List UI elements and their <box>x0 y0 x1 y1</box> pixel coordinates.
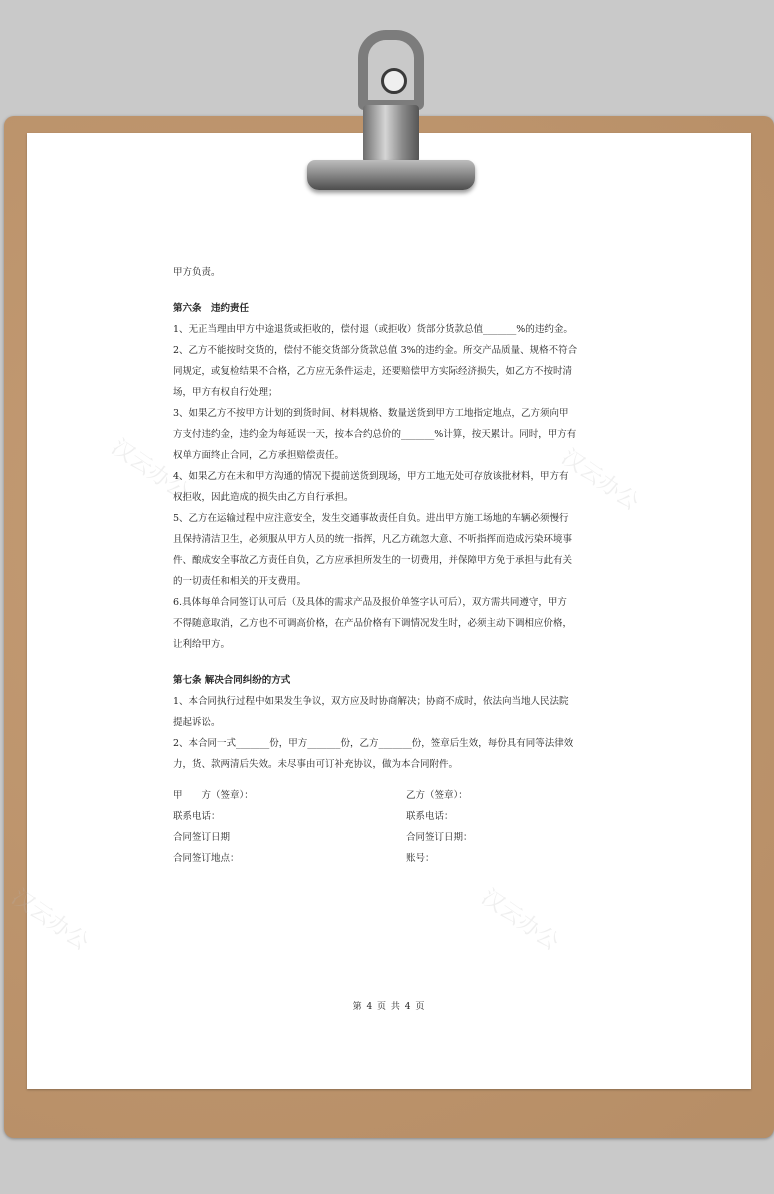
party-a-phone: 联系电话： <box>173 811 221 822</box>
party-b-account: 账号： <box>406 853 435 864</box>
article6-line: 让利给甲方。 <box>173 639 231 650</box>
signature-block <box>173 785 613 869</box>
clip-body <box>363 105 419 163</box>
article6-line: 3、如果乙方不按甲方计划的到货时间、材料规格、数量送货到甲方工地指定地点，乙方须向甲 <box>173 408 569 419</box>
article7-line: 1、本合同执行过程中如果发生争议，双方应及时协商解决；协商不成时，依法向当地人民法院 <box>173 696 569 707</box>
article7-line: 力，货、款两清后失效。未尽事由可订补充协议，做为本合同附件。 <box>173 759 459 770</box>
party-a-place: 合同签订地点： <box>173 853 240 864</box>
article6-line: 6.具体每单合同签订认可后（及具体的需求产品及报价单签字认可后），双方需共同遵守，甲方 <box>173 597 567 608</box>
intro-line: 甲方负责。 <box>173 267 221 278</box>
article6-line: 4、如果乙方在未和甲方沟通的情况下提前送货到现场，甲方工地无处可存放该批材料，甲方有 <box>173 471 569 482</box>
party-b-date: 合同签订日期： <box>406 832 473 843</box>
party-b-phone: 联系电话： <box>406 811 454 822</box>
clip-base <box>307 160 475 190</box>
article7-heading: 第七条 解决合同纠纷的方式 <box>173 675 291 686</box>
page-number: 第 4 页 共 4 页 <box>352 1002 426 1012</box>
article6-line: 权单方面终止合同，乙方承担赔偿责任。 <box>173 450 345 461</box>
watermark: 汉云办公 <box>556 444 644 516</box>
party-b-seal: 乙方（签章）： <box>406 790 468 801</box>
clip-hole <box>381 68 407 94</box>
contract-body <box>173 262 613 775</box>
watermark: 汉云办公 <box>106 434 194 506</box>
article6-heading: 第六条 违约责任 <box>173 303 250 314</box>
article6-line: 的一切责任和相关的开支费用。 <box>173 576 307 587</box>
binder-clip-icon <box>300 20 480 180</box>
watermark: 汉云办公 <box>6 884 94 956</box>
document-page <box>6 133 751 1089</box>
article6-line: 场，甲方有权自行处理； <box>173 387 278 398</box>
article6-line: 不得随意取消，乙方也不可调高价格，在产品价格有下调情况发生时，必须主动下调相应价格， <box>173 618 573 629</box>
article6-line: 2、乙方不能按时交货的，偿付不能交货部分货款总值 3%的违约金。所交产品质量、规格不符合 <box>173 345 578 356</box>
article6-line: 5、乙方在运输过程中应注意安全，发生交通事故责任自负。进出甲方施工场地的车辆必须慢行 <box>173 513 569 524</box>
article6-line: 且保持清洁卫生，必须服从甲方人员的统一指挥，凡乙方疏忽大意、不听指挥而造成污染环境事 <box>173 534 573 545</box>
party-a-seal: 甲 方（签章）： <box>173 790 254 801</box>
watermark: 汉云办公 <box>476 884 564 956</box>
article6-line: 权拒收，因此造成的损失由乙方自行承担。 <box>173 492 354 503</box>
article7-line: 2、本合同一式_______份，甲方_______份，乙方_______份，签章后生效，每份具有同等法律效 <box>173 738 574 749</box>
article6-line: 方支付违约金，违约金为每延误一天，按本合约总价的_______%计算，按天累计。同时，甲方有 <box>173 429 577 440</box>
article6-line: 1、无正当理由甲方中途退货或拒收的，偿付退（或拒收）货部分货款总值_______%的违约金。 <box>173 324 573 335</box>
article6-line: 件、酿成安全事故乙方责任自负，乙方应承担所发生的一切费用，并保障甲方免于承担与此有关 <box>173 555 573 566</box>
party-a-date: 合同签订日期 <box>173 832 231 843</box>
article7-line: 提起诉讼。 <box>173 717 221 728</box>
article6-line: 同规定，或复检结果不合格，乙方应无条件运走，还要赔偿甲方实际经济损失，如乙方不按时清 <box>173 366 573 377</box>
